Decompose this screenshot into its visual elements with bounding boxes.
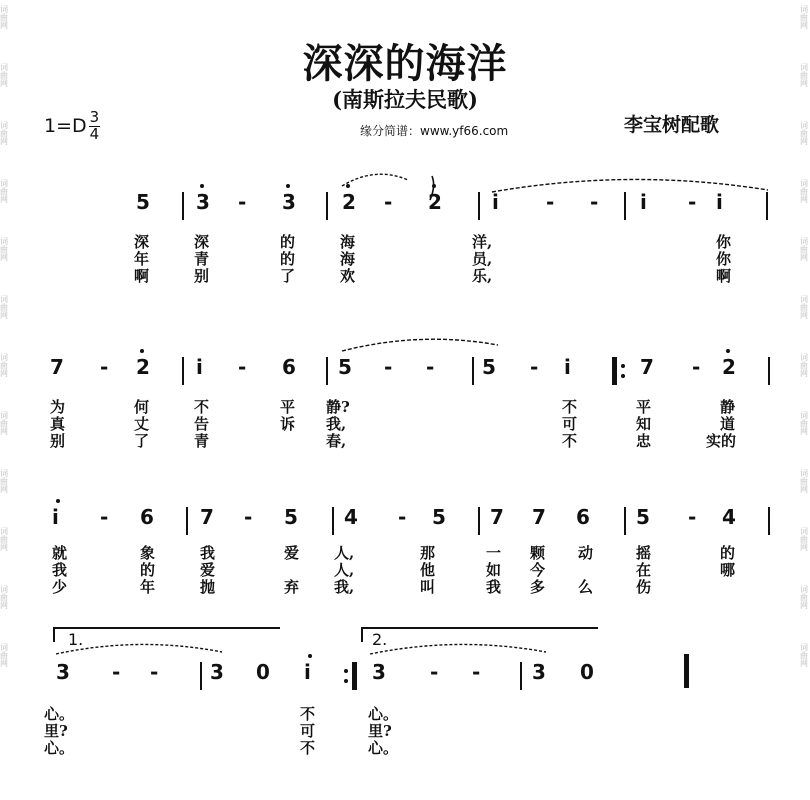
tie-mark — [340, 170, 410, 190]
ending-1-label: 1. — [68, 630, 84, 649]
lyric: 人, — [334, 544, 355, 562]
note: i — [716, 190, 723, 214]
lyric: 年 — [140, 578, 156, 596]
lyric: 啊 — [716, 267, 732, 285]
lyric: 多 — [530, 578, 546, 596]
bar-line — [478, 192, 480, 220]
note: i — [492, 190, 499, 214]
lyric: 可 — [562, 415, 578, 433]
note-dash: - — [692, 355, 701, 379]
lyric: 为 — [50, 398, 66, 416]
note: i — [304, 660, 311, 684]
bar-line — [200, 662, 202, 690]
lyric: 心。 — [368, 739, 399, 757]
watermark-text: 词曲网 — [800, 411, 808, 436]
notes-line-2 — [0, 355, 810, 391]
bar-line — [472, 357, 474, 385]
note-dash: - — [112, 660, 121, 684]
note-dash: - — [150, 660, 159, 684]
lyric: 欢 — [340, 267, 356, 285]
repeat-dot — [344, 679, 348, 683]
lyric: 动 — [578, 544, 594, 562]
note: 4 — [344, 505, 358, 529]
note-dash: - — [384, 355, 393, 379]
time-denominator: 4 — [89, 125, 100, 143]
note-dash: - — [590, 190, 599, 214]
bar-line — [624, 507, 626, 535]
lyric: 乐, — [472, 267, 493, 285]
lyric: 不 — [300, 739, 316, 757]
lyric: 不 — [562, 432, 578, 450]
lyric: 告 — [194, 415, 210, 433]
repeat-start-bar — [612, 357, 617, 385]
time-numerator: 3 — [89, 108, 100, 126]
lyric: 道 — [720, 415, 736, 433]
lyric: 如 — [486, 561, 502, 579]
lyric: 心。 — [44, 705, 75, 723]
lyric: 诉 — [280, 415, 296, 433]
note: 2 — [342, 190, 356, 214]
lyric: 我, — [326, 415, 347, 433]
note-dash: - — [546, 190, 555, 214]
note: 3 — [196, 190, 210, 214]
note-dash: - — [472, 660, 481, 684]
watermark-text: 词曲网 — [800, 121, 808, 146]
bar-line — [182, 192, 184, 220]
note-dash: - — [238, 190, 247, 214]
lyric: 我 — [486, 578, 502, 596]
lyric: 爱 — [284, 544, 300, 562]
note: 3 — [282, 190, 296, 214]
lyric: 实的 — [706, 432, 737, 450]
bar-line — [520, 662, 522, 690]
octave-dot — [346, 184, 350, 188]
lyric: 弃 — [284, 578, 300, 596]
lyric: 人, — [334, 561, 355, 579]
lyric: 的 — [280, 250, 296, 268]
note: i — [640, 190, 647, 214]
bar-line — [332, 507, 334, 535]
watermark-text: 词曲网 — [800, 643, 808, 668]
lyric: 我, — [334, 578, 355, 596]
note-dash: - — [100, 505, 109, 529]
note: 4 — [722, 505, 736, 529]
note: 5 — [482, 355, 496, 379]
lyric: 平 — [636, 398, 652, 416]
note-dash: - — [430, 660, 439, 684]
lyric: 抛 — [200, 578, 216, 596]
octave-dot — [726, 349, 730, 353]
note-dash: - — [398, 505, 407, 529]
lyric: 我 — [52, 561, 68, 579]
arranger-credit: 李宝树配歌 — [624, 114, 720, 136]
lyric: 的 — [140, 561, 156, 579]
lyric: 今 — [530, 561, 546, 579]
lyric: 里? — [368, 722, 392, 740]
lyric: 别 — [50, 432, 66, 450]
lyric: 他 — [420, 561, 436, 579]
watermark-text: 词曲网 — [0, 121, 8, 146]
watermark-text: 词曲网 — [800, 295, 808, 320]
repeat-end-bar — [352, 662, 357, 690]
lyric: 青 — [194, 250, 210, 268]
watermark-text: 词曲网 — [0, 585, 8, 610]
watermark-text: 词曲网 — [0, 643, 8, 668]
note-dash: - — [688, 190, 697, 214]
ending-2-label: 2. — [372, 630, 388, 649]
note: 0 — [580, 660, 594, 684]
watermark-text: 词曲网 — [800, 527, 808, 552]
note-dash: - — [244, 505, 253, 529]
octave-dot — [200, 184, 204, 188]
watermark-text: 词曲网 — [0, 527, 8, 552]
lyric: 象 — [140, 544, 156, 562]
bar-line — [478, 507, 480, 535]
note: 3 — [56, 660, 70, 684]
bar-line — [766, 192, 768, 220]
note: 6 — [140, 505, 154, 529]
lyric: 那 — [420, 544, 436, 562]
song-title: 深深的海洋 — [302, 40, 508, 87]
lyric: 啊 — [134, 267, 150, 285]
note-dash: - — [100, 355, 109, 379]
lyric: 不 — [194, 398, 210, 416]
tie-mark — [368, 642, 548, 658]
watermark-text: 词曲网 — [0, 63, 8, 88]
lyric: 何 — [134, 398, 150, 416]
lyric: 真 — [50, 415, 66, 433]
lyric: 海 — [340, 233, 356, 251]
volta-bracket-1 — [52, 624, 292, 644]
bar-line — [186, 507, 188, 535]
time-signature — [89, 110, 101, 142]
lyric: 在 — [636, 561, 652, 579]
tie-mark — [54, 642, 224, 658]
lyric: 的 — [720, 544, 736, 562]
note: i — [196, 355, 203, 379]
octave-dot — [56, 499, 60, 503]
octave-dot — [286, 184, 290, 188]
note: 7 — [640, 355, 654, 379]
note-dash: - — [384, 190, 393, 214]
lyric: 你 — [716, 233, 732, 251]
note: 7 — [200, 505, 214, 529]
watermark-text: 词曲网 — [800, 469, 808, 494]
lyric: 爱 — [200, 561, 216, 579]
watermark-text: 词曲网 — [0, 179, 8, 204]
watermark-text: 词曲网 — [0, 295, 8, 320]
lyric: 我 — [200, 544, 216, 562]
repeat-dot — [621, 374, 625, 378]
watermark-text: 词曲网 — [0, 469, 8, 494]
note: 5 — [338, 355, 352, 379]
note: 6 — [576, 505, 590, 529]
note: 5 — [636, 505, 650, 529]
watermark-text: 词曲网 — [800, 585, 808, 610]
lyric: 伤 — [636, 578, 652, 596]
lyric: 知 — [636, 415, 652, 433]
watermark-text: 词曲网 — [0, 237, 8, 262]
note: i — [564, 355, 571, 379]
note-dash: - — [688, 505, 697, 529]
bar-line — [768, 357, 770, 385]
lyric: 静? — [326, 398, 350, 416]
lyric: 洋, — [472, 233, 493, 251]
watermark-text: 词曲网 — [0, 5, 8, 30]
lyric: 颗 — [530, 544, 546, 562]
bar-line — [624, 192, 626, 220]
watermark-text: 词曲网 — [800, 237, 808, 262]
note: 3 — [372, 660, 386, 684]
note-dash: - — [426, 355, 435, 379]
lyric: 静 — [720, 398, 736, 416]
note: 3 — [532, 660, 546, 684]
lyric: 里? — [44, 722, 68, 740]
lyric: 丈 — [134, 415, 150, 433]
notes-line-3 — [0, 505, 810, 541]
note: 7 — [50, 355, 64, 379]
watermark-text: 词曲网 — [0, 411, 8, 436]
lyric: 春, — [326, 432, 347, 450]
lyric: 不 — [562, 398, 578, 416]
lyric: 年 — [134, 250, 150, 268]
note: 7 — [532, 505, 546, 529]
note: 0 — [256, 660, 270, 684]
lyric: 员, — [472, 250, 493, 268]
lyric: 深 — [134, 233, 150, 251]
note: 2 — [136, 355, 150, 379]
lyric: 别 — [194, 267, 210, 285]
bar-line — [182, 357, 184, 385]
volta-bracket-2 — [360, 624, 600, 644]
key-signature — [44, 110, 100, 142]
lyric: 可 — [300, 722, 316, 740]
lyric: 忠 — [636, 432, 652, 450]
tie-mark — [340, 337, 500, 357]
lyric: 了 — [134, 432, 150, 450]
key-prefix: 1=D — [44, 115, 87, 137]
lyric: 摇 — [636, 544, 652, 562]
lyric: 就 — [52, 544, 68, 562]
lyric: 心。 — [368, 705, 399, 723]
lyric: 平 — [280, 398, 296, 416]
watermark-text: 词曲网 — [800, 5, 808, 30]
note-dash: - — [238, 355, 247, 379]
octave-dot — [432, 184, 436, 188]
bar-line — [768, 507, 770, 535]
notes-line-4 — [0, 660, 810, 696]
lyric: 少 — [52, 578, 68, 596]
octave-dot — [140, 349, 144, 353]
note: 6 — [282, 355, 296, 379]
song-subtitle: (南斯拉夫民歌) — [332, 87, 478, 112]
lyric: 了 — [280, 267, 296, 285]
note-dash: - — [530, 355, 539, 379]
note: 5 — [284, 505, 298, 529]
watermark-text: 词曲网 — [800, 353, 808, 378]
bar-line — [326, 357, 328, 385]
bar-line — [326, 192, 328, 220]
note: 2 — [722, 355, 736, 379]
watermark-text: 词曲网 — [800, 63, 808, 88]
note: i — [52, 505, 59, 529]
lyric: 叫 — [420, 578, 436, 596]
octave-dot — [308, 654, 312, 658]
final-bar — [684, 654, 689, 688]
lyric: 哪 — [720, 561, 736, 579]
repeat-dot — [621, 364, 625, 368]
lyric: 么 — [578, 578, 594, 596]
notes-line-1 — [0, 190, 810, 226]
watermark-text: 词曲网 — [0, 353, 8, 378]
lyric: 的 — [280, 233, 296, 251]
lyric: 青 — [194, 432, 210, 450]
note: 2 — [428, 190, 442, 214]
note: 3 — [210, 660, 224, 684]
lyric: 一 — [486, 544, 502, 562]
lyric: 不 — [300, 705, 316, 723]
lyric: 海 — [340, 250, 356, 268]
lyric: 深 — [194, 233, 210, 251]
watermark-text: 词曲网 — [800, 179, 808, 204]
lyric: 你 — [716, 250, 732, 268]
note: 7 — [490, 505, 504, 529]
note: 5 — [136, 190, 150, 214]
source-credit: 缘分简谱：www.yf66.com — [360, 124, 509, 138]
lyric: 心。 — [44, 739, 75, 757]
repeat-dot — [344, 669, 348, 673]
note: 5 — [432, 505, 446, 529]
